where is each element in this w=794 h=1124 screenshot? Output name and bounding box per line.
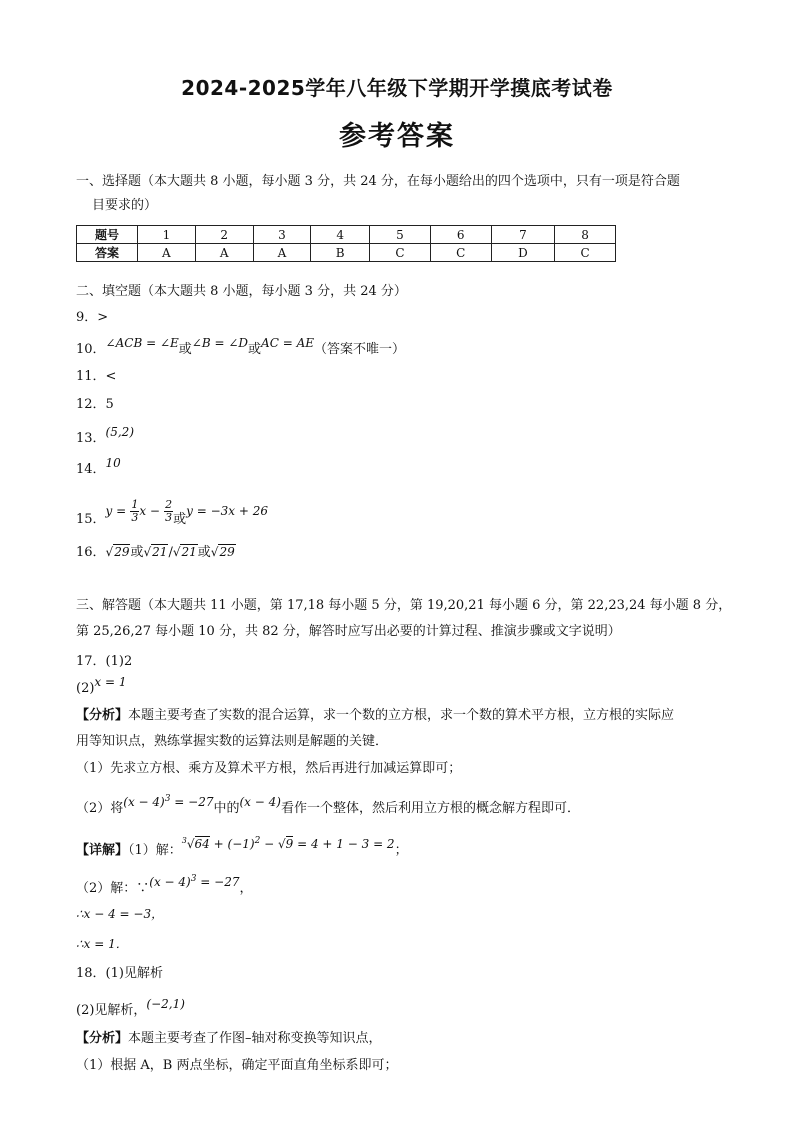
q15-frac2-den: 3 (165, 511, 173, 524)
answer-q17-part1: 17．(1)2 (76, 654, 133, 669)
cube-root-radicand: 64 (194, 837, 210, 851)
answer-q18-part1: 18．(1)见解析 (76, 966, 163, 981)
table-header-answer: 答案 (77, 244, 138, 262)
q16-radicand-2: 21 (152, 545, 168, 559)
table-cell: A (138, 244, 196, 262)
q16-radicand-1: 29 (114, 545, 130, 559)
q17-analysis-line1 (76, 707, 674, 725)
q18-part2-label: (2)见解析， (76, 1003, 147, 1018)
sqrt-radicand: 9 (285, 837, 294, 851)
q18-step1: （1）根据 A，B 两点坐标，确定平面直角坐标系即可； (76, 1058, 398, 1073)
q13-number: 13． (76, 431, 106, 446)
q15-math-2: y = −3x + 26 (186, 504, 269, 518)
q18-analysis-text: 本题主要考查了作图–轴对称变换等知识点， (128, 1031, 382, 1046)
q17-step2-a: （2）将 (76, 801, 124, 816)
table-header-number: 题号 (77, 226, 138, 244)
answer-q15 (76, 494, 268, 528)
q17-detail-4: ∴x = 1． (76, 937, 128, 951)
answer-q13 (76, 425, 134, 448)
answer-key-heading: 参考答案 (339, 121, 455, 152)
table-row-numbers (77, 226, 616, 244)
table-cell: A (195, 244, 253, 262)
q13-value: (5,2) (105, 425, 134, 439)
answer-q16 (76, 543, 236, 562)
q16-sqrt-4: √29 (210, 545, 235, 559)
q10-math-1: ∠ACB = ∠E (105, 336, 179, 350)
q17-step2-c: 看作一个整体，然后利用立方根的概念解方程即可． (280, 801, 580, 816)
q17-detail-2 (76, 876, 253, 898)
q14-value: 10 (105, 456, 121, 470)
table-row-answers (77, 244, 616, 262)
table-cell: 1 (138, 226, 196, 244)
q14-number: 14． (76, 462, 106, 477)
q15-frac2-num: 2 (165, 498, 173, 511)
q15-frac1-num: 1 (131, 498, 139, 511)
q17-step2-exp: 3 (164, 794, 171, 804)
q16-number: 16． (76, 545, 106, 560)
section1-heading-line1: 一、选择题（本大题共 8 小题，每小题 3 分，共 24 分，在每小题给出的四个选项中，只有一项是符合题 (76, 174, 680, 189)
q17-detail1-label: （1）解： (128, 843, 182, 858)
table-cell: 7 (491, 226, 554, 244)
q16-sqrt-1: √29 (105, 545, 130, 559)
q16-separator: / (168, 545, 173, 560)
analysis-tag: 【分析】 (76, 708, 129, 723)
q10-math-2: ∠B = ∠D (191, 336, 249, 350)
q15-number: 15． (76, 512, 106, 527)
exam-title: 2024-2025学年八年级下学期开学摸底考试卷 (181, 76, 613, 100)
q10-math-3: AC = AE (261, 336, 314, 350)
table-cell: 6 (430, 226, 491, 244)
q15-or: 或 (173, 512, 187, 527)
table-cell: C (555, 244, 616, 262)
q10-or-1: 或 (178, 342, 192, 357)
q16-radicand-4: 29 (219, 545, 235, 559)
q15-frac1-den: 3 (131, 511, 139, 524)
q17-detail2-rhs: = −27 (196, 875, 240, 889)
analysis-tag-q18: 【分析】 (76, 1031, 129, 1046)
answer-q9: 9．> (76, 310, 109, 325)
table-cell: 4 (311, 226, 370, 244)
table-cell: A (253, 244, 311, 262)
choice-answer-table (76, 225, 616, 262)
q17-analysis-text: 本题主要考查了实数的混合运算，求一个数的立方根，求一个数的算术平方根，立方根的实际应 (128, 708, 675, 723)
section1-heading-line2: 目要求的） (92, 198, 158, 213)
q15-x: x − (139, 504, 160, 518)
answer-q17-part2 (76, 675, 127, 698)
q16-or-1: 或 (130, 545, 144, 560)
section2-heading: 二、填空题（本大题共 8 小题，每小题 3 分，共 24 分） (76, 284, 407, 299)
section3-heading-line2: 第 25,26,27 每小题 10 分，共 82 分，解答时应写出必要的计算过程、推演步骤或文字说明） (76, 624, 621, 639)
q10-number: 10． (76, 342, 106, 357)
q17-detail-3: ∴x − 4 = −3， (76, 907, 164, 921)
q17-analysis-line2: 用等知识点，熟练掌握实数的运算法则是解题的关键． (76, 734, 389, 749)
q17-step1: （1）先求立方根、乘方及算术平方根，然后再进行加减运算即可； (76, 761, 462, 776)
q10-or-2: 或 (248, 342, 262, 357)
q16-sqrt-2: √21 (143, 545, 168, 559)
answer-q14 (76, 456, 121, 479)
q17-step2-b: 中的 (213, 801, 240, 816)
answer-q10 (76, 336, 406, 359)
table-cell: 5 (369, 226, 430, 244)
q17-detail1-m2: − (260, 837, 278, 851)
table-cell: 3 (253, 226, 311, 244)
table-cell: 2 (195, 226, 253, 244)
q17-step2-math1 (123, 795, 213, 809)
q17-detail1-m: + (−1) (209, 837, 255, 851)
answer-q12: 12．5 (76, 397, 114, 412)
detail-tag: 【详解】 (76, 843, 129, 858)
section3-heading-line1: 三、解答题（本大题共 11 小题，第 17,18 每小题 5 分，第 19,20,21 每小题 6 分，第 22,23,24 每小题 8 分， (76, 598, 732, 613)
answer-q18-part2 (76, 997, 185, 1020)
q17-detail1-end: ； (394, 843, 408, 858)
q17-part2-label: (2) (76, 681, 95, 696)
q17-step2-rhs: = −27 (170, 795, 214, 809)
q17-step2-base: (x − 4) (123, 795, 165, 809)
cube-root-index: 3 (181, 836, 187, 845)
q17-detail1-exp: 2 (254, 836, 261, 846)
q17-detail-1 (76, 838, 408, 860)
table-cell: C (430, 244, 491, 262)
q17-detail2-label: （2）解：∵ (76, 881, 150, 896)
table-cell: D (491, 244, 554, 262)
q17-part2-math: x = 1 (94, 675, 127, 689)
q15-fraction-2 (164, 499, 173, 524)
q17-detail2-exp: 3 (190, 874, 197, 884)
q16-or-2: 或 (197, 545, 211, 560)
q18-part2-coord: (−2,1) (146, 997, 185, 1011)
q15-y: y = (105, 504, 127, 518)
table-cell: B (311, 244, 370, 262)
table-cell: 8 (555, 226, 616, 244)
q17-step2 (76, 796, 580, 818)
q17-detail1-m3: = 4 + 1 − 3 = 2 (293, 837, 395, 851)
q10-note: （答案不唯一） (314, 342, 406, 357)
q16-sqrt-3: √21 (172, 545, 197, 559)
answer-q11: 11．< (76, 369, 117, 384)
q17-step2-math2: (x − 4) (239, 795, 281, 809)
q16-radicand-3: 21 (181, 545, 197, 559)
q15-fraction-1 (130, 499, 139, 524)
q17-detail2-end: ， (239, 881, 253, 896)
table-cell: C (369, 244, 430, 262)
q18-analysis (76, 1030, 382, 1048)
q17-detail1-math: $^3√64 + (-1)^2 - √9 = 4 + 1 - 3 = 2$ (181, 836, 395, 851)
q17-detail2-base: (x − 4) (149, 875, 191, 889)
q17-detail2-math (149, 875, 239, 889)
